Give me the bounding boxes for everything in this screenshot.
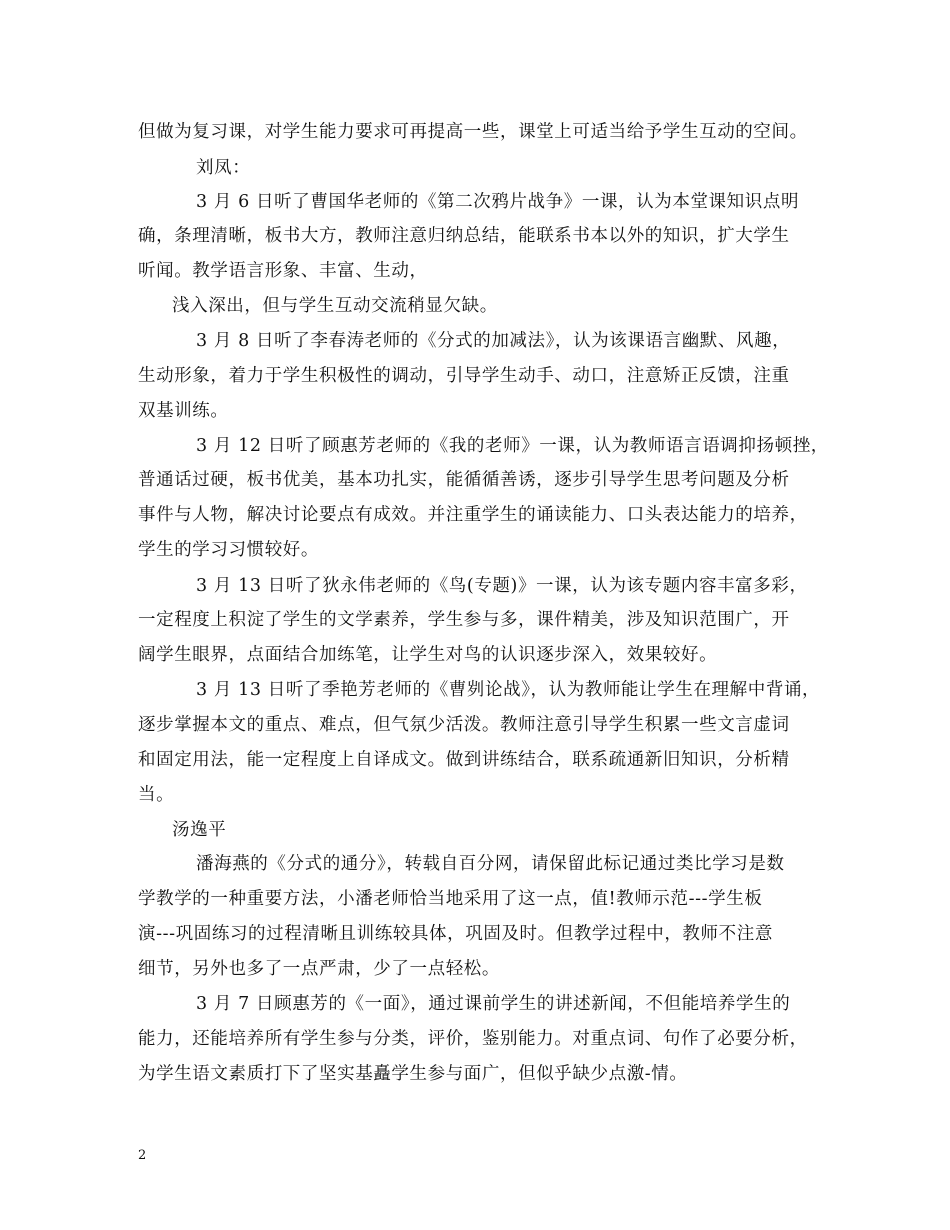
paragraph-3-line-3: 听闻。教学语言形象、丰富、生动， xyxy=(138,261,428,281)
page-number: 2 xyxy=(138,1148,147,1163)
paragraph-5-line-2: 生动形象，着力于学生积极性的调动，引导学生动手、动口，注意矫正反馈，注重 xyxy=(138,366,790,386)
paragraph-7-line-1: 3 月 13 日听了狄永伟老师的《鸟(专题)》一课，认为该专题内容丰富多彩， xyxy=(196,576,808,596)
paragraph-8-line-4: 当。 xyxy=(138,785,175,805)
paragraph-6-line-1: 3 月 12 日听了顾惠芳老师的《我的老师》一课，认为教师语言语调抑扬顿挫， xyxy=(196,436,829,456)
paragraph-1-line-1: 但做为复习课，对学生能力要求可再提高一些，课堂上可适当给予学生互动的空间。 xyxy=(138,122,808,142)
paragraph-8-line-1: 3 月 13 日听了季艳芳老师的《曹刿论战》，认为教师能让学生在理解中背诵， xyxy=(196,680,821,700)
paragraph-2-line-1: 刘凤： xyxy=(196,158,251,178)
paragraph-8-line-3: 和固定用法，能一定程度上自译成文。做到讲练结合，联系疏通新旧知识，分析精 xyxy=(138,750,790,770)
paragraph-3-line-2: 确，条理清晰，板书大方，教师注意归纳总结，能联系书本以外的知识，扩大学生 xyxy=(138,226,790,246)
paragraph-10-line-4: 细节，另外也多了一点严肃，少了一点轻松。 xyxy=(138,959,500,979)
paragraph-7-line-2: 一定程度上积淀了学生的文学素养，学生参与多，课件精美，涉及知识范围广，开 xyxy=(138,610,790,630)
paragraph-6-line-3: 事件与人物，解决讨论要点有成效。并注重学生的诵读能力、口头表达能力的培养， xyxy=(138,505,808,525)
paragraph-10-line-1: 潘海燕的《分式的通分》，转载自百分网，请保留此标记通过类比学习是数 xyxy=(196,854,785,874)
paragraph-6-line-4: 学生的学习习惯较好。 xyxy=(138,540,319,560)
paragraph-9-line-1: 汤逸平 xyxy=(172,820,227,840)
paragraph-8-line-2: 逐步掌握本文的重点、难点，但气氛少活泼。教师注意引导学生积累一些文言虚词 xyxy=(138,715,790,735)
paragraph-5-line-1: 3 月 8 日听了李春涛老师的《分式的加减法》，认为该课语言幽默、风趣， xyxy=(196,331,791,351)
paragraph-5-line-3: 双基训练。 xyxy=(138,401,229,421)
paragraph-7-line-3: 阔学生眼界，点面结合加练笔，让学生对鸟的认识逐步深入，效果较好。 xyxy=(138,645,718,665)
paragraph-6-line-2: 普通话过硬，板书优美，基本功扎实，能循循善诱，逐步引导学生思考问题及分析 xyxy=(138,470,790,490)
paragraph-10-line-3: 演---巩固练习的过程清晰且训练较具体，巩固及时。但教学过程中，教师不注意 xyxy=(138,924,773,944)
paragraph-3-line-1: 3 月 6 日听了曹国华老师的《第二次鸦片战争》一课，认为本堂课知识点明 xyxy=(196,192,800,212)
paragraph-11-line-3: 为学生语文素质打下了坚实基矗学生参与面广，但似乎缺少点激-情。 xyxy=(138,1064,688,1084)
paragraph-11-line-1: 3 月 7 日顾惠芳的《一面》，通过课前学生的讲述新闻，不但能培养学生的 xyxy=(196,994,791,1014)
paragraph-11-line-2: 能力，还能培养所有学生参与分类，评价，鉴别能力。对重点词、句作了必要分析， xyxy=(138,1029,808,1049)
paragraph-10-line-2: 学教学的一种重要方法，小潘老师恰当地采用了这一点，值!教师示范---学生板 xyxy=(138,889,763,909)
paragraph-4-line-1: 浅入深出，但与学生互动交流稍显欠缺。 xyxy=(172,296,498,316)
